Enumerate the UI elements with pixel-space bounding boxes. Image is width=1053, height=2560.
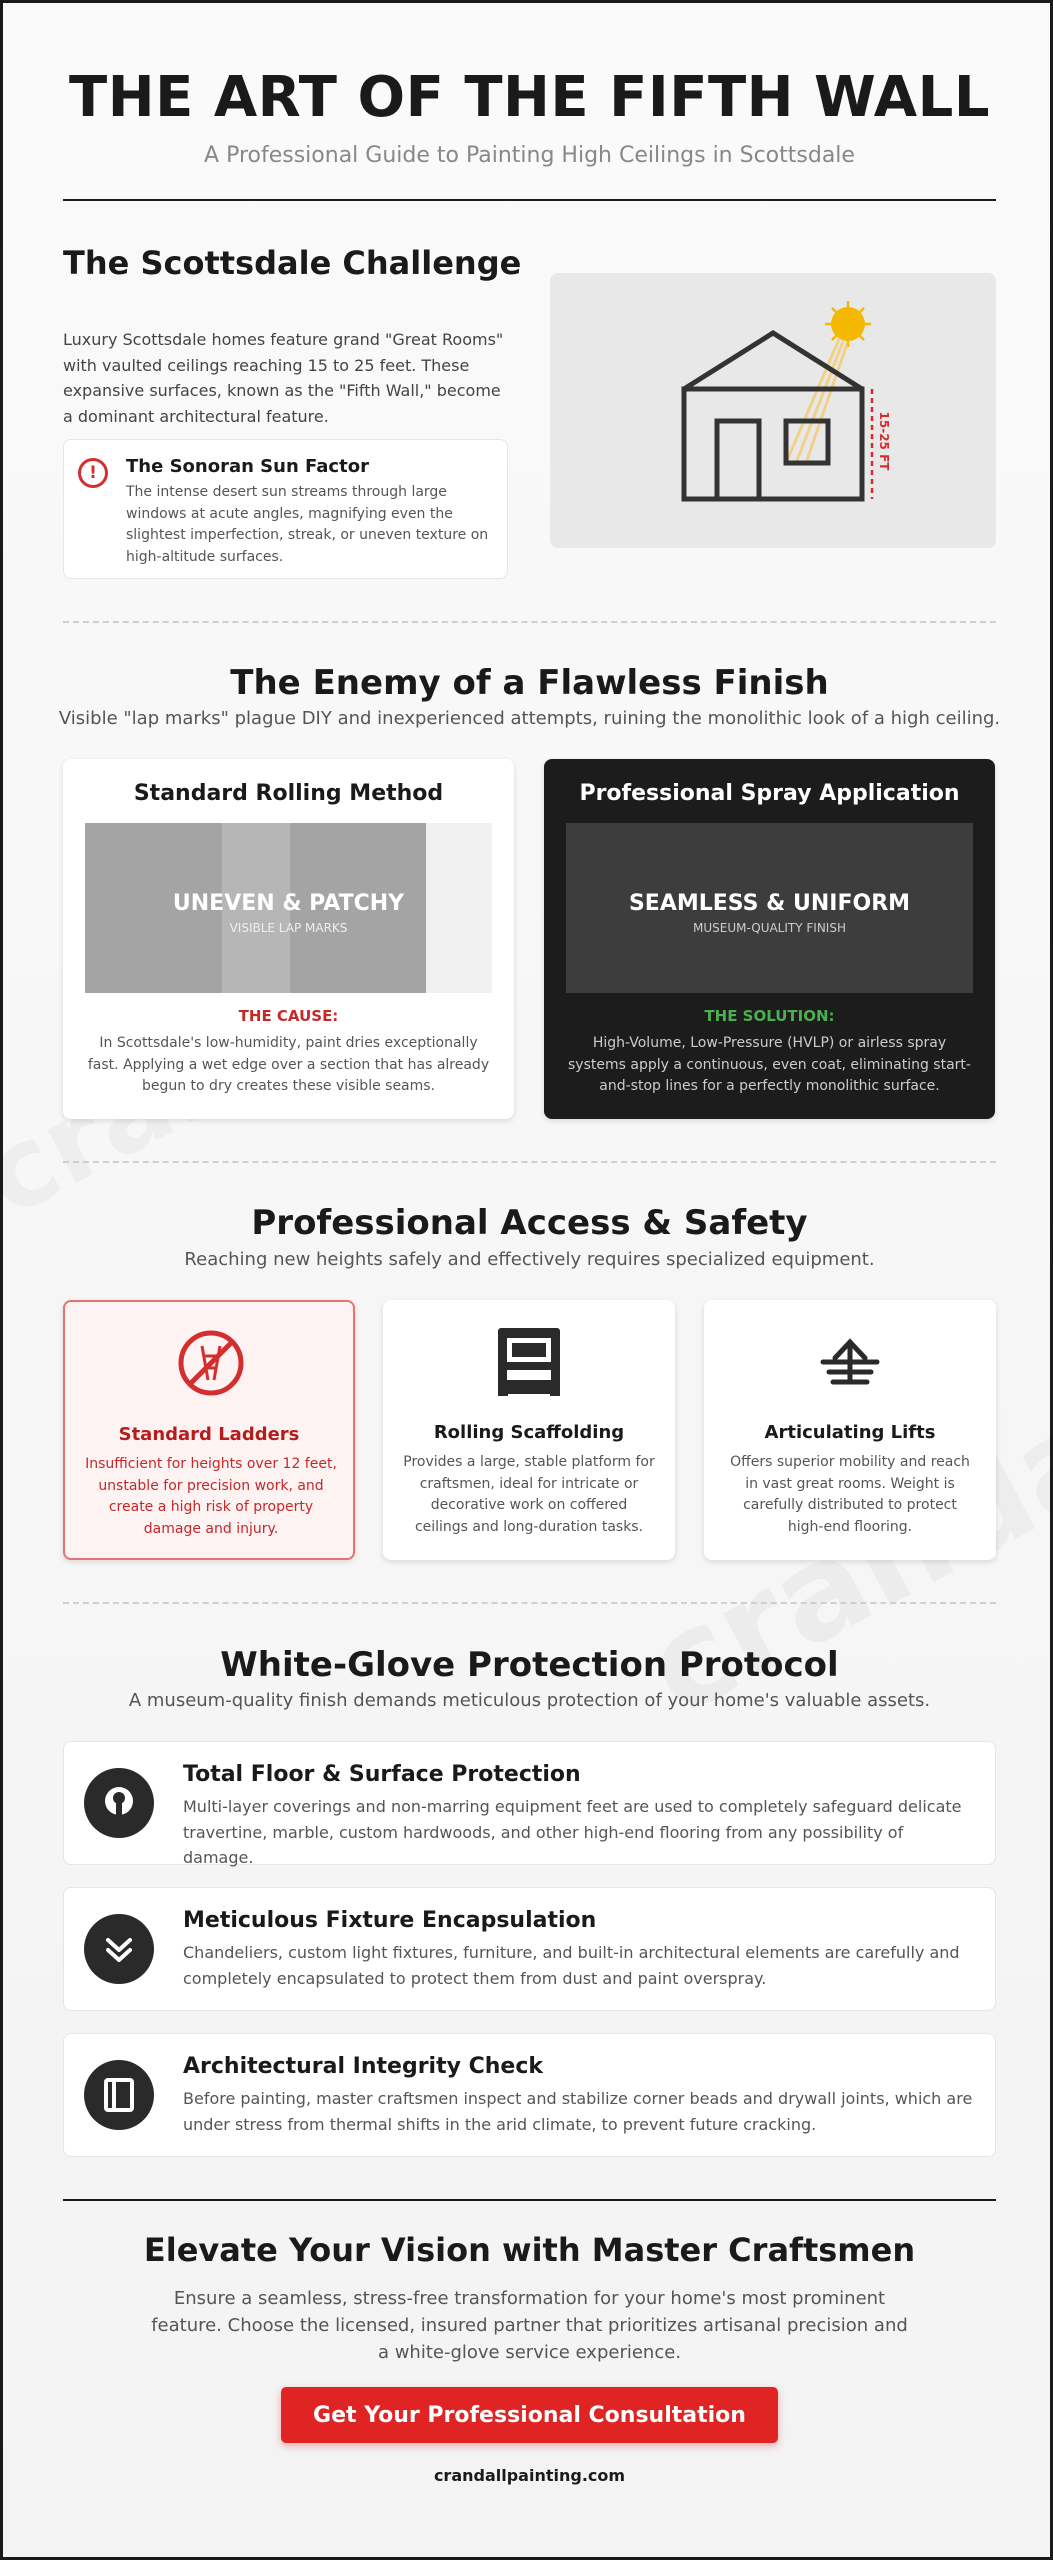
swatch-sub-label: VISIBLE LAP MARKS <box>229 921 348 935</box>
card-text: Offers superior mobility and reach in vast great rooms. Weight is carefully distributed to protect high-end flooring. <box>730 1454 970 1536</box>
access-card-lifts <box>704 1300 996 1560</box>
patchy-swatch <box>85 823 492 993</box>
section-divider <box>63 1602 996 1604</box>
challenge-title: The Scottsdale Challenge <box>63 244 522 282</box>
callout-title: The Sonoran Sun Factor <box>126 456 369 477</box>
page-subtitle: A Professional Guide to Painting High Ceilings in Scottsdale <box>204 143 855 168</box>
solution-label: THE SOLUTION: <box>704 1007 835 1025</box>
page-title: THE ART OF THE FIFTH WALL <box>69 65 990 130</box>
swatch-sub-label: MUSEUM-QUALITY FINISH <box>693 921 846 935</box>
card-text: Insufficient for heights over 12 feet, unstable for precision work, and create a high risk of property damage and injury. <box>85 1456 337 1538</box>
protection-item-integrity <box>63 2033 996 2157</box>
card-title: Rolling Scaffolding <box>433 1422 625 1443</box>
protection-item-text: Before painting, master craftsmen inspect and stabilize corner beads and drywall joints, which are under stress from thermal shifts in the arid climate, to prevent future cracking. <box>183 2089 973 2134</box>
spray-method-card <box>544 759 995 1119</box>
cause-label: THE CAUSE: <box>238 1007 339 1025</box>
card-title: Standard Ladders <box>118 1424 300 1445</box>
uniform-swatch <box>566 823 973 993</box>
solution-text: High-Volume, Low-Pressure (HVLP) or airless spray systems apply a continuous, even coat, eliminating start-and-stop lines for a perfectly monolithic surface. <box>568 1035 971 1095</box>
sonoran-sun-callout <box>63 439 508 579</box>
protection-item-text: Chandeliers, custom light fixtures, furniture, and built-in architectural elements are carefully and completely encapsulated to protect them from dust and paint overspray. <box>183 1943 960 1988</box>
protection-item-title: Meticulous Fixture Encapsulation <box>183 1908 597 1933</box>
enemy-title: The Enemy of a Flawless Finish <box>230 663 829 703</box>
header-divider <box>63 199 996 201</box>
access-card-ladders <box>63 1300 355 1560</box>
floor-protection-icon <box>84 1768 154 1838</box>
protection-item-title: Total Floor & Surface Protection <box>183 1762 581 1787</box>
protection-item-title: Architectural Integrity Check <box>183 2054 544 2079</box>
rolling-title: Standard Rolling Method <box>133 781 444 806</box>
swatch-main-label: UNEVEN & PATCHY <box>172 891 405 916</box>
lift-icon <box>815 1326 885 1396</box>
cta-text: Ensure a seamless, stress-free transformation for your home's most prominent feature. Choose the licensed, insured partner that prioritizes artisanal precision and a white-glove service experience. <box>151 2288 908 2363</box>
protection-title: White-Glove Protection Protocol <box>220 1645 839 1685</box>
book-icon <box>84 2060 154 2130</box>
rolling-method-card <box>63 759 514 1119</box>
no-ladder-icon <box>176 1328 246 1398</box>
protection-item-floor <box>63 1741 996 1868</box>
website-link[interactable]: crandallpainting.com <box>433 2466 626 2485</box>
section-divider <box>63 1161 996 1163</box>
house-sun-icon <box>550 273 996 548</box>
access-card-scaffolding <box>383 1300 675 1560</box>
height-label: 15-25 FT <box>877 411 891 471</box>
swatch-main-label: SEAMLESS & UNIFORM <box>628 891 911 916</box>
cta-title: Elevate Your Vision with Master Craftsmen <box>143 2231 916 2269</box>
protection-item-text: Multi-layer coverings and non-marring equipment feet are used to completely safeguard delicate travertine, marble, custom hardwoods, and other high-end flooring from any possibility of damage. <box>183 1797 962 1868</box>
callout-text: The intense desert sun streams through large windows at acute angles, magnifying even the slightest imperfection, streak, or uneven texture on high-altitude surfaces. <box>126 484 489 566</box>
card-title: Articulating Lifts <box>764 1422 936 1443</box>
access-title: Professional Access & Safety <box>251 1203 808 1243</box>
section-divider <box>63 621 996 623</box>
consultation-button[interactable]: Get Your Professional Consultation <box>281 2387 778 2443</box>
protection-item-fixtures <box>63 1887 996 2011</box>
alert-icon: ! <box>78 458 108 488</box>
card-text: Provides a large, stable platform for craftsmen, ideal for intricate or decorative work on coffered ceilings and long-duration tasks. <box>403 1454 655 1536</box>
enemy-subtitle: Visible "lap marks" plague DIY and inexperienced attempts, ruining the monolithic look of a high ceiling. <box>58 708 1001 729</box>
access-subtitle: Reaching new heights safely and effectively requires specialized equipment. <box>184 1249 875 1270</box>
scaffold-icon <box>494 1326 564 1396</box>
protection-subtitle: A museum-quality finish demands meticulous protection of your home's valuable assets. <box>128 1690 931 1711</box>
cause-text: In Scottsdale's low-humidity, paint dries exceptionally fast. Applying a wet edge over a section that has already begun to dry creates these visible seams. <box>87 1035 490 1095</box>
spray-title: Professional Spray Application <box>579 781 960 806</box>
challenge-text: Luxury Scottsdale homes feature grand "Great Rooms" with vaulted ceilings reaching 15 to 25 feet. These expansive surfaces, known as the "Fifth Wall," become a dominant architectural feature. <box>63 330 504 426</box>
house-illustration <box>550 273 996 548</box>
cta-divider <box>63 2199 996 2201</box>
chevron-double-down-icon <box>84 1914 154 1984</box>
